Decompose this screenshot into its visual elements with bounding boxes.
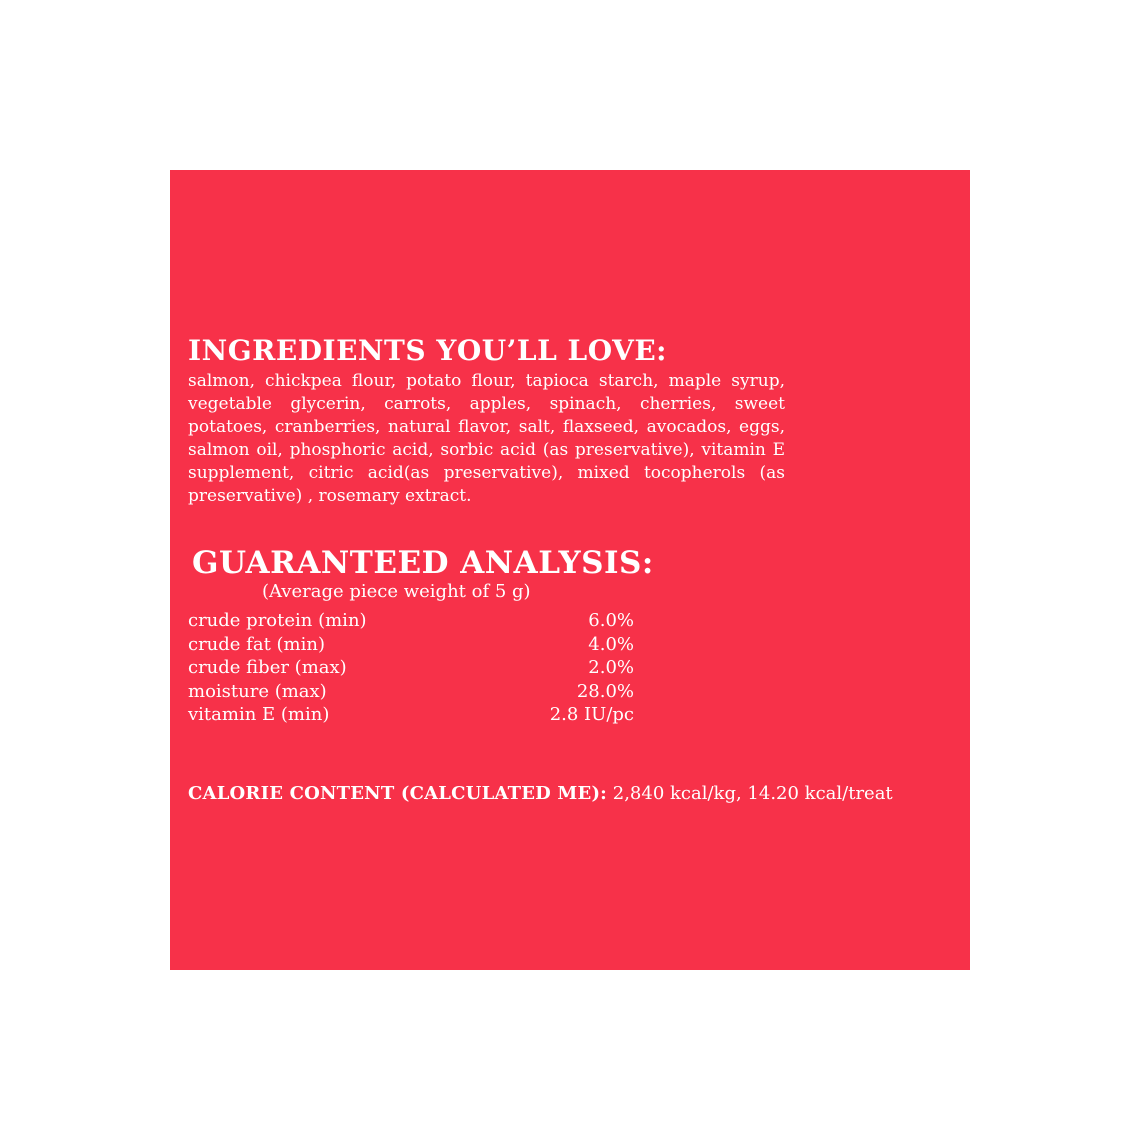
calorie-content-value: 2,840 kcal/kg, 14.20 kcal/treat: [612, 783, 893, 804]
guaranteed-analysis-heading: GUARANTEED ANALYSIS:: [192, 545, 654, 581]
analysis-value: 2.8 IU/pc: [549, 704, 634, 725]
ingredients-list: salmon, chickpea flour, potato flour, tapioca starch, maple syrup, vegetable glycerin, carrots, apples, spinach, cherries, sweet potatoes, cranberries, natural flavor, salt, flaxseed, avocados, eggs, salmon oil, phosphoric acid, sorbic acid (as preservative), vitamin E supplement, citric acid(as preservative), mixed tocopherols (as preservative) , rosemary extract.: [188, 371, 785, 506]
analysis-value: 2.0%: [588, 657, 634, 678]
analysis-row: [188, 609, 634, 633]
analysis-label: crude fiber (max): [188, 657, 347, 678]
analysis-row: [188, 633, 634, 657]
analysis-row: [188, 703, 634, 727]
analysis-value: 6.0%: [588, 610, 634, 631]
guaranteed-analysis-table: [188, 609, 634, 727]
analysis-row: [188, 680, 634, 704]
guaranteed-analysis-subheading: (Average piece weight of 5 g): [262, 581, 531, 602]
analysis-value: 28.0%: [576, 680, 634, 702]
calorie-content-label: CALORIE CONTENT (CALCULATED ME):: [188, 783, 608, 804]
analysis-label: crude protein (min): [188, 610, 367, 631]
calorie-content: [188, 781, 893, 807]
analysis-value: 4.0%: [588, 633, 634, 655]
analysis-label: moisture (max): [188, 680, 327, 702]
ingredients-heading: INGREDIENTS YOU’LL LOVE:: [188, 334, 667, 367]
analysis-label: crude fat (min): [188, 633, 325, 655]
label-panel: [170, 170, 970, 970]
analysis-label: vitamin E (min): [188, 704, 330, 725]
analysis-row: [188, 656, 634, 680]
